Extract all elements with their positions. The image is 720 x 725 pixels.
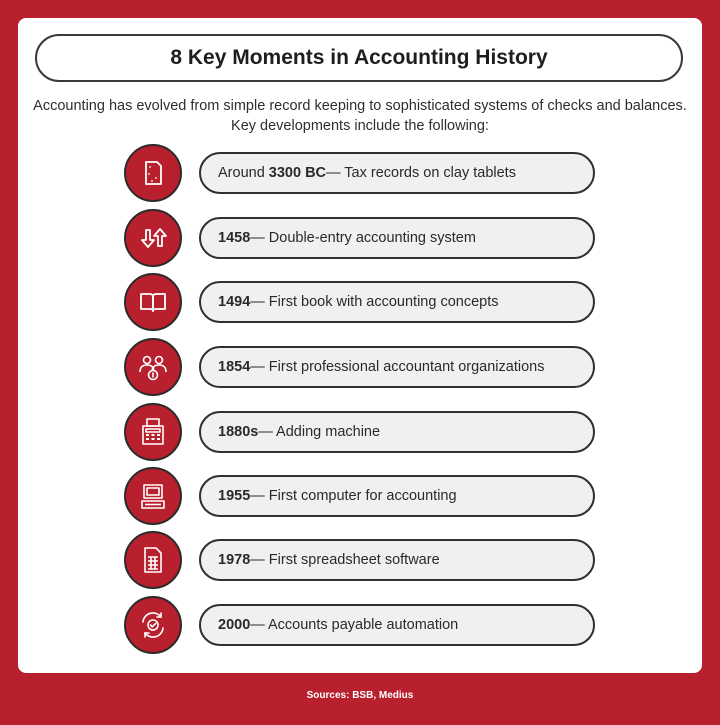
- timeline-date: 2000: [218, 617, 251, 633]
- spreadsheet-icon: [124, 531, 182, 589]
- timeline-date: 1854: [218, 359, 251, 375]
- page-title: 8 Key Moments in Accounting History: [35, 34, 683, 82]
- timeline-item: [18, 209, 702, 267]
- timeline-label: [199, 475, 595, 517]
- timeline-label: [199, 346, 595, 388]
- timeline-text: — Adding machine: [258, 424, 381, 440]
- timeline-item: [18, 467, 702, 525]
- timeline-label: [199, 604, 595, 646]
- infographic-card: [18, 18, 702, 673]
- timeline-date: 1880s: [218, 424, 259, 440]
- open-book-icon: [124, 273, 182, 331]
- automation-icon: [124, 596, 182, 654]
- timeline-item: [18, 144, 702, 202]
- timeline-text: — First professional accountant organizations: [250, 359, 545, 375]
- timeline-date: 1978: [218, 552, 251, 568]
- timeline-label: [199, 281, 595, 323]
- double-arrows-icon: [124, 209, 182, 267]
- timeline-date: 3300 BC: [268, 165, 327, 181]
- clay-tablet-icon: [124, 144, 182, 202]
- timeline-text: — First computer for accounting: [250, 488, 457, 504]
- computer-icon: [124, 467, 182, 525]
- timeline-text: — First spreadsheet software: [250, 552, 440, 568]
- timeline-text: — Accounts payable automation: [250, 617, 459, 633]
- timeline-item: [18, 273, 702, 331]
- intro-text: Accounting has evolved from simple record keeping to sophisticated systems of checks and balances. Key developments include the following:: [33, 98, 687, 134]
- timeline-label: [199, 152, 595, 194]
- sources-footer: Sources: BSB, Medius: [306, 690, 414, 701]
- timeline-item: [18, 596, 702, 654]
- timeline-item: [18, 338, 702, 396]
- timeline-label: [199, 411, 595, 453]
- timeline-date: 1494: [218, 294, 251, 310]
- people-icon: [124, 338, 182, 396]
- adding-machine-icon: [124, 403, 182, 461]
- timeline-text: — Tax records on clay tablets: [326, 165, 516, 181]
- timeline-text: — Double-entry accounting system: [250, 230, 476, 246]
- timeline-date: 1458: [218, 230, 251, 246]
- timeline-item: [18, 403, 702, 461]
- timeline-label: [199, 539, 595, 581]
- timeline-item: [18, 531, 702, 589]
- timeline-prefix: Around: [218, 165, 269, 181]
- timeline-text: — First book with accounting concepts: [250, 294, 499, 310]
- timeline-label: [199, 217, 595, 259]
- timeline-date: 1955: [218, 488, 251, 504]
